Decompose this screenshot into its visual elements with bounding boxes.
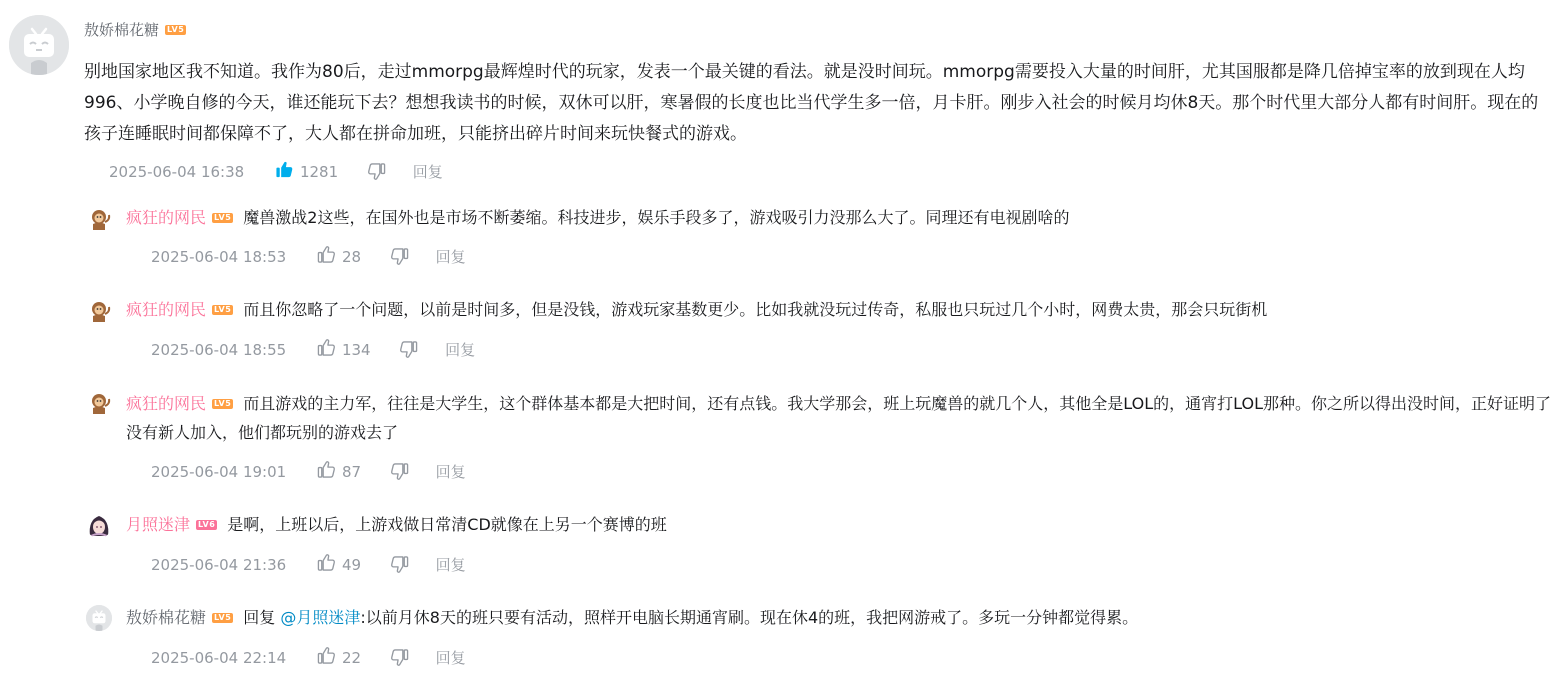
reply-button[interactable]: 回复: [435, 648, 466, 667]
thumbs-up-icon: [317, 460, 336, 479]
monkey-avatar-icon: [87, 298, 113, 324]
reply-username[interactable]: 疯狂的网民: [126, 208, 207, 227]
dislike-button[interactable]: [399, 340, 418, 359]
thumbs-up-icon: [317, 245, 336, 264]
tv-mascot-avatar-icon: [9, 15, 69, 75]
reply-button[interactable]: 回复: [445, 340, 476, 359]
like-button[interactable]: [317, 553, 361, 576]
main-avatar[interactable]: [9, 15, 69, 75]
reply-info: [151, 338, 475, 360]
dislike-button[interactable]: [390, 555, 409, 574]
reply-avatar[interactable]: [86, 605, 112, 631]
thumbs-down-icon: [390, 247, 409, 266]
reply-button[interactable]: 回复: [435, 462, 466, 481]
comment-time: 2025-06-04 18:53: [151, 247, 287, 266]
monkey-avatar-icon: [87, 390, 113, 416]
thumbs-down-icon: [390, 462, 409, 481]
thumbs-down-icon: [367, 162, 386, 181]
tv-mascot-avatar-icon: [86, 605, 112, 631]
main-comment-text: 别地国家地区我不知道。我作为80后，走过mmorpg最辉煌时代的玩家，发表一个最关键的看法。就是没时间玩。mmorpg需要投入大量的时间肝，尤其国服都是降几倍掉宝率的放到现在人均996、小学晚自修的今天，谁还能玩下去？想想我读书的时候，双休可以肝，寒暑假的长度也比当代学生多一倍，月卡肝。刚步入社会的时候月均休8天。那个时代里大部分人都有时间肝。现在的孩子连睡眠时间都保障不了，大人都在拼命加班，只能挤出碎片时间来玩快餐式的游戏。: [84, 62, 1539, 144]
reply-text: 魔兽激战2这些，在国外也是市场不断萎缩。科技进步，娱乐手段多了，游戏吸引力没那么大了。同理还有电视剧啥的: [243, 208, 1070, 227]
main-comment-info: [109, 160, 443, 182]
level-badge: LV6: [198, 519, 216, 529]
like-count: 49: [341, 555, 362, 574]
level-badge: LV5: [214, 612, 232, 622]
reply-username[interactable]: 疯狂的网民: [126, 300, 207, 319]
like-count: 28: [341, 247, 362, 266]
thumbs-down-icon: [390, 648, 409, 667]
like-button[interactable]: [275, 160, 338, 183]
reply-prefix: 回复: [243, 608, 281, 627]
mention-link[interactable]: @月照迷津: [280, 608, 361, 627]
main-username-text[interactable]: 敖娇棉花糖: [84, 21, 160, 39]
dislike-button[interactable]: [390, 462, 409, 481]
reply-row: [126, 298, 1267, 322]
reply-text: 而且游戏的主力军，往往是大学生，这个群体基本都是大把时间，还有点钱。我大学那会，班上玩魔兽的就几个人，其他全是LOL的，通宵打LOL那种。你之所以得出没时间，正好证明了没有新人加入，他们都玩别的游戏去了: [126, 394, 1551, 442]
reply-avatar[interactable]: [87, 298, 113, 324]
level-badge: LV5: [214, 398, 232, 408]
comment-time: 2025-06-04 18:55: [151, 340, 287, 359]
like-button[interactable]: [317, 338, 371, 361]
like-button[interactable]: [317, 646, 361, 669]
reply-text: 是啊，上班以后，上游戏做日常清CD就像在上另一个赛博的班: [227, 515, 667, 534]
thumbs-up-icon: [317, 553, 336, 572]
reply-button[interactable]: 回复: [435, 555, 466, 574]
reply-row: [126, 206, 1069, 230]
dislike-button[interactable]: [367, 162, 386, 181]
reply-button[interactable]: 回复: [412, 162, 443, 181]
comment-time: 2025-06-04 16:38: [109, 162, 245, 181]
comment-time: 2025-06-04 21:36: [151, 555, 287, 574]
reply-username[interactable]: 敖娇棉花糖: [126, 608, 207, 627]
reply-row: [126, 606, 1138, 630]
monkey-avatar-icon: [87, 206, 113, 232]
comment-time: 2025-06-04 19:01: [151, 462, 287, 481]
reply-text: :以前月休8天的班只要有活动，照样开电脑长期通宵刷。现在休4的班，我把网游戒了。多玩一分钟都觉得累。: [360, 608, 1139, 627]
like-button[interactable]: [317, 460, 361, 483]
dislike-button[interactable]: [390, 648, 409, 667]
reply-button[interactable]: 回复: [435, 247, 466, 266]
thumbs-up-icon: [275, 160, 294, 179]
reply-text: 而且你忽略了一个问题，以前是时间多，但是没钱，游戏玩家基数更少。比如我就没玩过传奇，私服也只玩过几个小时，网费太贵，那会只玩街机: [243, 300, 1268, 319]
reply-username[interactable]: 月照迷津: [126, 515, 191, 534]
comment-time: 2025-06-04 22:14: [151, 648, 287, 667]
reply-avatar[interactable]: [86, 512, 112, 538]
reply-username[interactable]: 疯狂的网民: [126, 394, 207, 413]
reply-info: [151, 553, 466, 575]
thumbs-up-icon: [317, 338, 336, 357]
like-count: 134: [341, 340, 371, 359]
level-badge: LV5: [167, 24, 185, 34]
like-count: 1281: [299, 162, 339, 181]
like-count: 87: [341, 462, 362, 481]
thumbs-up-icon: [317, 646, 336, 665]
reply-avatar[interactable]: [87, 390, 113, 416]
thumbs-down-icon: [399, 340, 418, 359]
level-badge: LV5: [214, 304, 232, 314]
level-badge: LV5: [214, 212, 232, 222]
reply-row: [126, 513, 667, 537]
reply-row: [126, 389, 1554, 447]
dislike-button[interactable]: [390, 247, 409, 266]
like-count: 22: [341, 648, 362, 667]
thumbs-down-icon: [390, 555, 409, 574]
reply-info: [151, 646, 466, 668]
reply-avatar[interactable]: [87, 206, 113, 232]
reply-info: [151, 460, 466, 482]
like-button[interactable]: [317, 245, 361, 268]
main-username[interactable]: [84, 20, 186, 40]
reply-info: [151, 245, 466, 267]
anime-girl-avatar-icon: [86, 512, 112, 538]
